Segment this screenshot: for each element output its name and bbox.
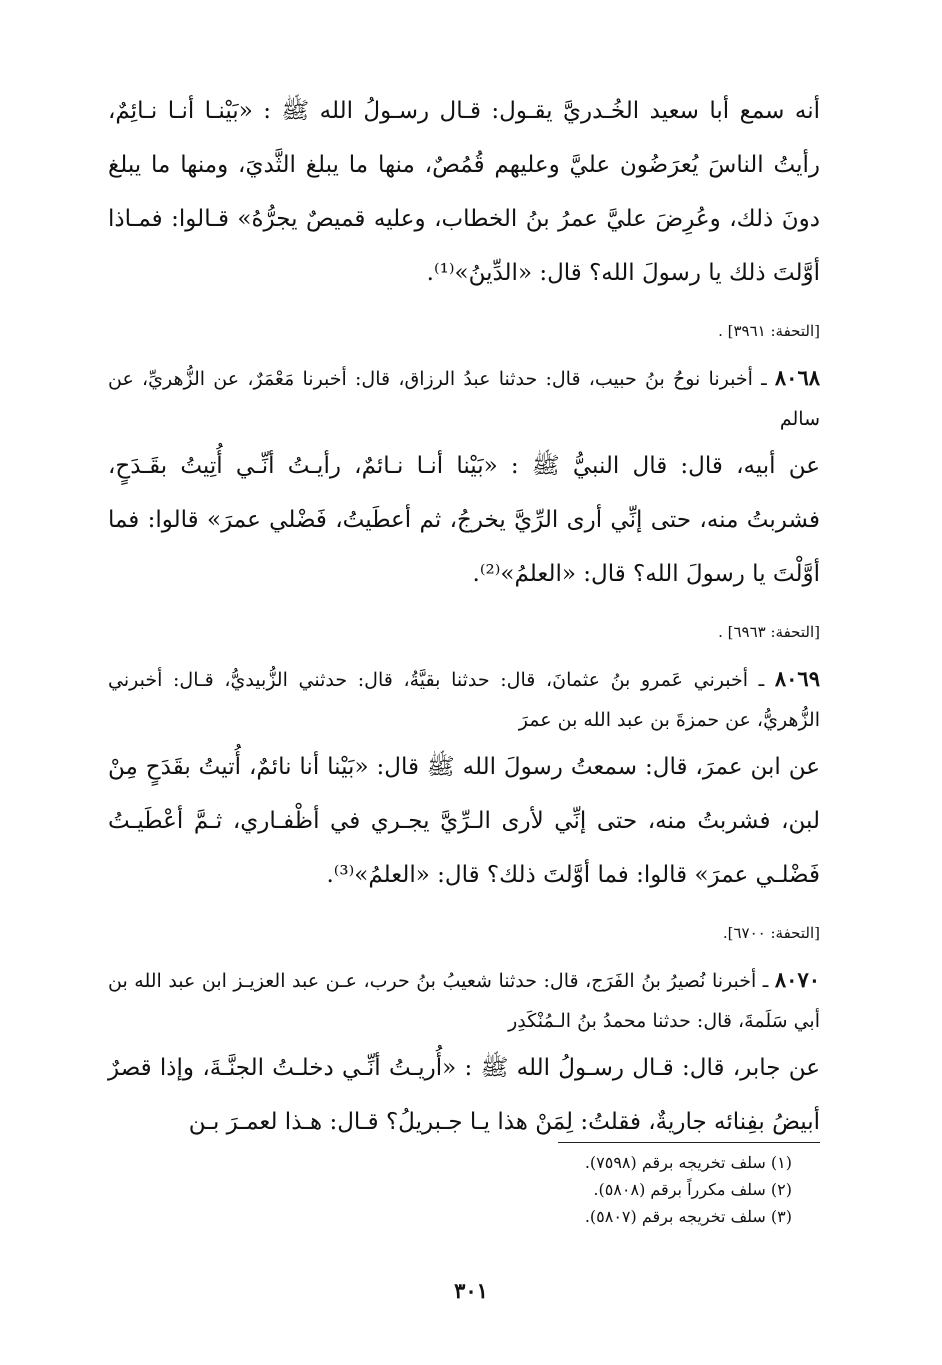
tuhfa-reference: [التحفة: ٦٩٦٣] . xyxy=(718,623,820,641)
isnad-text: ـ أخبرنا نوحُ بنُ حبيب، قال: حدثنا عبدُ الرزاق، قال: أخبرنا مَعْمَرٌ، عن الزُّهريِّ، عن سالم xyxy=(108,368,820,430)
hadith-text: أنه سمع أبا سعيد الخُـدريَّ يقـول: قـال رسـولُ الله ﷺ : «بَيْنـا أنـا نـائِمٌ، رأيتُ الناسَ يُعرَضُون عليَّ وعليهم قُمُصٌ، منها ما يبلغ الثَّديَ، ومنها ما يبلغ دونَ ذلك، وعُرِضَ عليَّ عمرُ بنُ الخطاب، وعليه قميصٌ يجرُّهُ» قـالوا: فمـاذا أوَّلتَ ذلك يا رسولَ الله؟ قال: «الدِّينُ»⁽¹⁾. xyxy=(108,98,820,286)
tuhfa-reference: [التحفة: ٣٩٦١] . xyxy=(718,322,820,340)
footnotes xyxy=(108,1149,820,1230)
isnad-8068 xyxy=(108,358,820,439)
footnote-divider xyxy=(558,1142,820,1143)
isnad-text: ـ أخبرنا نُصيرُ بنُ الفَرَج، قال: حدثنا شعيبُ بنُ حرب، عـن عبد العزيـز ابن عبد الله بن أبي سَلَمةَ، قال: حدثنا محمدُ بنُ الـمُنْكَدِر xyxy=(108,970,820,1032)
footnote: (١) سلف تخريجه برقم (٧٥٩٨). xyxy=(584,1153,792,1172)
tuhfa-reference: [التحفة: ٦٧٠٠]. xyxy=(722,924,820,942)
hadith-number: ٨٠٦٩ xyxy=(774,666,820,691)
page-number: ٣٠١ xyxy=(454,1278,488,1303)
hadith-number: ٨٠٦٨ xyxy=(774,365,821,390)
hadith-number: ٨٠٧٠ xyxy=(774,967,821,992)
footnote: (٣) سلف تخريجه برقم (٥٨٠٧). xyxy=(584,1207,792,1226)
hadith-text: عن ابن عمرَ، قال: سمعتُ رسولَ الله ﷺ قال: «بَيْنا أنا نائمٌ، أُتيتُ بقَدَحٍ مِنْ لبن، فشربتُ منه، حتى إنِّي لأرى الـرِّيَّ يجـري في أظْفـاري، ثـمَّ أعْطَيـتُ فَضْلـي عمرَ» قالوا: فما أوَّلتَ ذلك؟ قال: «العلمُ»⁽³⁾. xyxy=(108,754,820,888)
hadith-text: عن جابر، قال: قـال رسـولُ الله ﷺ : «أُريـتُ أنِّـي دخلـتُ الجنَّـةَ، وإذا قصرٌ أبيضُ بفِنائه جاريةٌ، فقلتُ: لِمَنْ هذا يـا جـبريلُ؟ قـال: هـذا لعمـرَ بـن xyxy=(108,1055,821,1135)
isnad-8070 xyxy=(108,960,820,1041)
footnote: (٢) سلف مكرراً برقم (٥٨٠٨). xyxy=(593,1180,792,1199)
hadith-text: عن أبيه، قال: قال النبيُّ ﷺ : «بَيْنا أنـا نـائمٌ، رأيـتُ أنِّـي أُتِيتُ بقَـدَحٍ، فشربتُ منه، حتى إنِّي أرى الرِّيَّ يخرجُ، ثم أعطَيتُ، فَضْلي عمرَ» قالوا: فما أوَّلْتَ يا رسولَ الله؟ قال: «العلمُ»⁽²⁾. xyxy=(108,453,820,587)
isnad-8069 xyxy=(108,659,820,740)
footnotes-area xyxy=(108,1138,820,1230)
isnad-text: ـ أخبرني عَمرو بنُ عثمانَ، قال: حدثنا بقيَّةُ، قال: حدثني الزُّبيديُّ، قـال: أخبرني الزُّهريُّ، عن حمزةَ بن عبد الله بن عمرَ xyxy=(108,669,820,731)
